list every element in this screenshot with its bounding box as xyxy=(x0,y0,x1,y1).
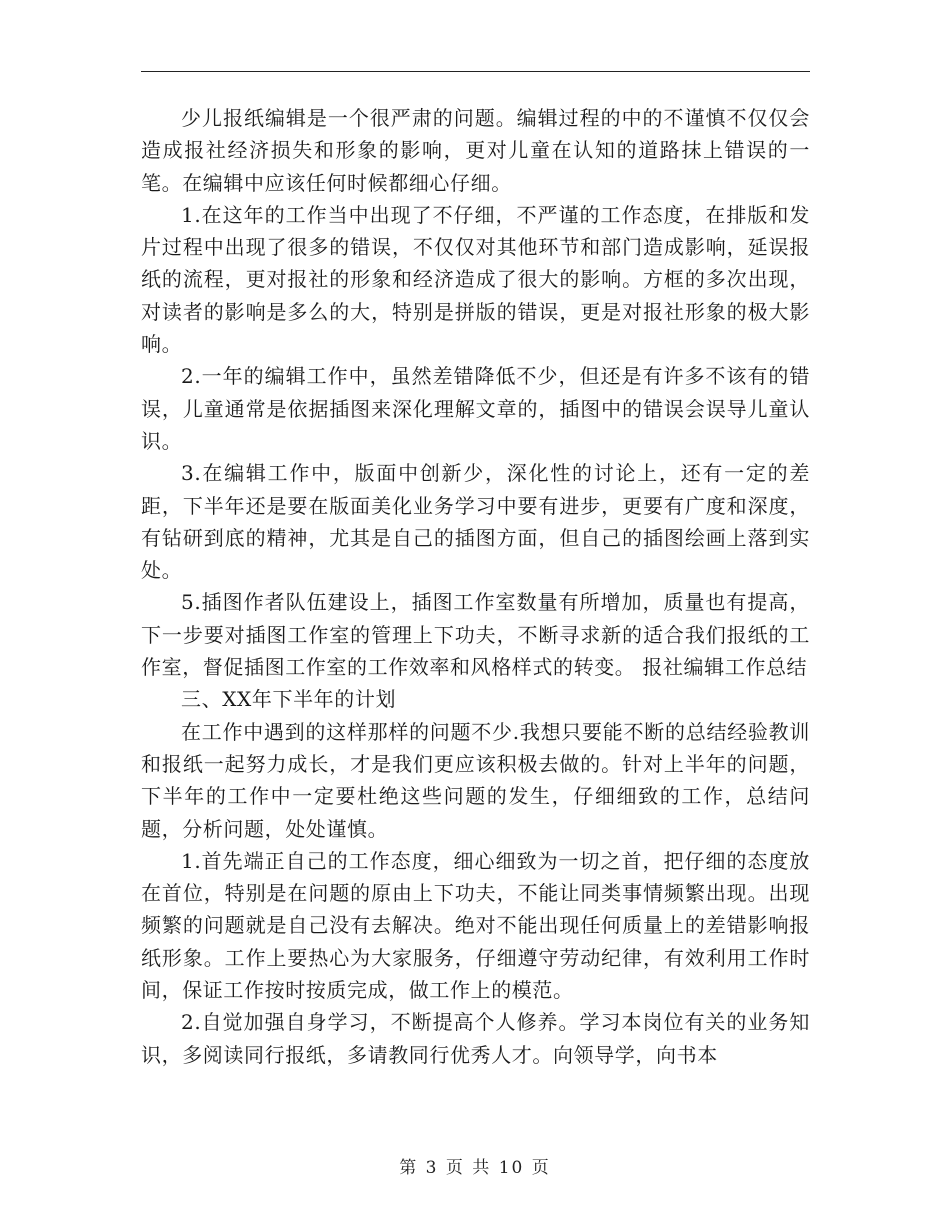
paragraph-plan-intro: 在工作中遇到的这样那样的问题不少.我想只要能不断的总结经验教训和报纸一起努力成长，才是我们更应该积极去做的。针对上半年的问题，下半年的工作中一定要杜绝这些问题的发生，仔细细致的工作，总结问题，分析问题，处处谨慎。 xyxy=(141,719,810,841)
paragraph-item-5: 5.插图作者队伍建设上，插图工作室数量有所增加，质量也有提高，下一步要对插图工作室的管理上下功夫，不断寻求新的适合我们报纸的工作室，督促插图工作室的工作效率和风格样式的转变。 报社编辑工作总结 xyxy=(141,590,810,680)
header-rule xyxy=(141,71,810,72)
paragraph-item-3: 3.在编辑工作中，版面中创新少，深化性的讨论上，还有一定的差距，下半年还是要在版面美化业务学习中要有进步，更要有广度和深度，有钻研到底的精神，尤其是自己的插图方面，但自己的插图绘画上落到实处。 xyxy=(141,461,810,583)
paragraph-plan-item-2: 2.自觉加强自身学习，不断提高个人修养。学习本岗位有关的业务知识，多阅读同行报纸，多请教同行优秀人才。向领导学，向书本 xyxy=(141,1010,810,1067)
paragraph-item-1: 1.在这年的工作当中出现了不仔细，不严谨的工作态度，在排版和发片过程中出现了很多的错误，不仅仅对其他环节和部门造成影响，延误报纸的流程，更对报社的形象和经济造成了很大的影响。方框的多次出现，对读者的影响是多么的大，特别是拼版的错误，更是对报社形象的极大影响。 xyxy=(141,202,810,357)
paragraph-plan-item-1: 1.首先端正自己的工作态度，细心细致为一切之首，把仔细的态度放在首位，特别是在问题的原由上下功夫，不能让同类事情频繁出现。出现频繁的问题就是自己没有去解决。绝对不能出现任何质量上的差错影响报纸形象。工作上要热心为大家服务，仔细遵守劳动纪律，有效利用工作时间，保证工作按时按质完成，做工作上的模范。 xyxy=(141,848,810,1003)
paragraph-intro: 少儿报纸编辑是一个很严肃的问题。编辑过程的中的不谨慎不仅仅会造成报社经济损失和形象的影响，更对儿童在认知的道路抹上错误的一笔。在编辑中应该任何时候都细心仔细。 xyxy=(141,106,810,195)
section-heading-plan: 三、XX年下半年的计划 xyxy=(181,687,397,712)
page-number-footer: 第 3 页 共 10 页 xyxy=(399,1158,551,1178)
paragraph-item-2: 2.一年的编辑工作中，虽然差错降低不少，但还是有许多不该有的错误，儿童通常是依据插图来深化理解文章的，插图中的错误会误导儿童认识。 xyxy=(141,364,810,453)
document-body xyxy=(141,102,810,1071)
